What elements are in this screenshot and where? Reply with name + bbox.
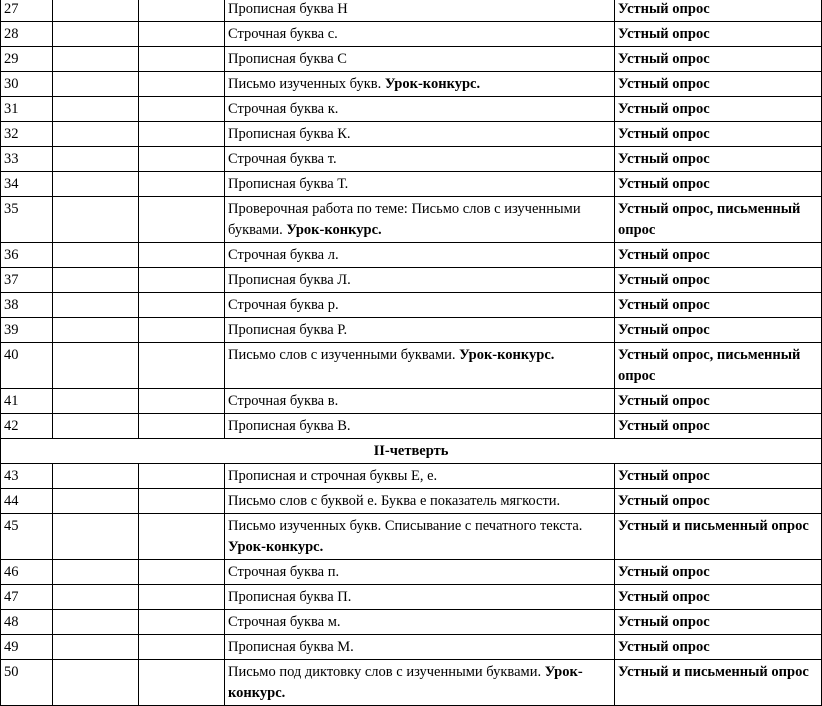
- lesson-topic: [225, 389, 615, 414]
- assessment-form: Устный опрос: [615, 243, 822, 268]
- lesson-topic: [225, 464, 615, 489]
- date-plan-cell: [53, 635, 139, 660]
- lesson-topic: [225, 172, 615, 197]
- date-plan-cell: [53, 464, 139, 489]
- date-fact-cell: [139, 660, 225, 706]
- lesson-number: 37: [1, 268, 53, 293]
- lesson-number: 36: [1, 243, 53, 268]
- assessment-form: Устный опрос: [615, 318, 822, 343]
- date-plan-cell: [53, 660, 139, 706]
- contest-label: Урок-конкурс.: [459, 347, 555, 363]
- assessment-form: Устный опрос: [615, 610, 822, 635]
- lesson-plan-body: [1, 0, 822, 706]
- date-fact-cell: [139, 318, 225, 343]
- assessment-form: Устный опрос: [615, 560, 822, 585]
- assessment-form: Устный опрос: [615, 585, 822, 610]
- lesson-topic: [225, 635, 615, 660]
- topic-text: Строчная буква к.: [228, 101, 339, 117]
- lesson-topic: [225, 560, 615, 585]
- contest-label: Урок-конкурс.: [286, 222, 382, 238]
- lesson-topic: [225, 489, 615, 514]
- date-fact-cell: [139, 243, 225, 268]
- topic-text: Прописная буква Л.: [228, 272, 351, 288]
- date-fact-cell: [139, 147, 225, 172]
- topic-text: Письмо изученных букв. Списывание с печатного текста.: [228, 518, 583, 534]
- assessment-form: Устный опрос, письменный опрос: [615, 197, 822, 243]
- table-row: [1, 585, 822, 610]
- date-fact-cell: [139, 514, 225, 560]
- topic-text: Прописная буква Т.: [228, 176, 349, 192]
- date-plan-cell: [53, 97, 139, 122]
- assessment-form: Устный опрос: [615, 97, 822, 122]
- lesson-number: 28: [1, 22, 53, 47]
- assessment-form: Устный опрос: [615, 47, 822, 72]
- table-row: [1, 343, 822, 389]
- lesson-number: 38: [1, 293, 53, 318]
- table-row: [1, 660, 822, 706]
- lesson-topic: [225, 318, 615, 343]
- date-plan-cell: [53, 0, 139, 22]
- lesson-number: 33: [1, 147, 53, 172]
- date-fact-cell: [139, 293, 225, 318]
- date-plan-cell: [53, 343, 139, 389]
- lesson-number: 42: [1, 414, 53, 439]
- topic-text: Строчная буква п.: [228, 564, 340, 580]
- lesson-number: 39: [1, 318, 53, 343]
- lesson-topic: [225, 414, 615, 439]
- date-fact-cell: [139, 489, 225, 514]
- table-row: [1, 635, 822, 660]
- table-row: [1, 268, 822, 293]
- date-fact-cell: [139, 610, 225, 635]
- lesson-number: 46: [1, 560, 53, 585]
- date-fact-cell: [139, 72, 225, 97]
- date-fact-cell: [139, 389, 225, 414]
- topic-text: Проверочная работа по теме: Письмо слов с изученными буквами.: [228, 201, 581, 238]
- date-fact-cell: [139, 414, 225, 439]
- topic-text: Строчная буква р.: [228, 297, 339, 313]
- table-row: [1, 72, 822, 97]
- date-plan-cell: [53, 610, 139, 635]
- assessment-form: Устный опрос: [615, 464, 822, 489]
- date-fact-cell: [139, 560, 225, 585]
- topic-text: Строчная буква м.: [228, 614, 341, 630]
- table-row: [1, 293, 822, 318]
- topic-text: Прописная буква С: [228, 51, 347, 67]
- table-row: [1, 172, 822, 197]
- assessment-form: Устный и письменный опрос: [615, 514, 822, 560]
- date-fact-cell: [139, 172, 225, 197]
- date-plan-cell: [53, 318, 139, 343]
- lesson-topic: [225, 268, 615, 293]
- topic-text: Строчная буква в.: [228, 393, 339, 409]
- lesson-number: 32: [1, 122, 53, 147]
- table-row: [1, 147, 822, 172]
- assessment-form: Устный опрос: [615, 489, 822, 514]
- lesson-number: 31: [1, 97, 53, 122]
- topic-text: Строчная буква т.: [228, 151, 337, 167]
- table-row: [1, 414, 822, 439]
- date-plan-cell: [53, 414, 139, 439]
- date-plan-cell: [53, 197, 139, 243]
- table-row: [1, 514, 822, 560]
- lesson-topic: [225, 243, 615, 268]
- contest-label: Урок-конкурс.: [228, 539, 324, 555]
- assessment-form: Устный опрос: [615, 172, 822, 197]
- date-fact-cell: [139, 585, 225, 610]
- date-fact-cell: [139, 47, 225, 72]
- lesson-topic: [225, 660, 615, 706]
- topic-text: Прописная и строчная буквы Е, е.: [228, 468, 438, 484]
- topic-text: Письмо изученных букв.: [228, 76, 385, 92]
- lesson-number: 30: [1, 72, 53, 97]
- topic-text: Письмо слов с изученными буквами.: [228, 347, 460, 363]
- lesson-topic: [225, 0, 615, 22]
- assessment-form: Устный опрос: [615, 268, 822, 293]
- date-plan-cell: [53, 122, 139, 147]
- date-plan-cell: [53, 389, 139, 414]
- topic-text: Прописная буква К.: [228, 126, 351, 142]
- contest-label: Урок-конкурс.: [384, 76, 481, 92]
- quarter-heading: II-четверть: [1, 439, 822, 464]
- date-plan-cell: [53, 489, 139, 514]
- date-fact-cell: [139, 197, 225, 243]
- lesson-topic: [225, 97, 615, 122]
- lesson-number: 34: [1, 172, 53, 197]
- lesson-number: 35: [1, 197, 53, 243]
- topic-text: Прописная буква П.: [228, 589, 352, 605]
- topic-text: Строчная буква с.: [228, 26, 338, 42]
- lesson-number: 49: [1, 635, 53, 660]
- lesson-number: 40: [1, 343, 53, 389]
- lesson-topic: [225, 122, 615, 147]
- assessment-form: Устный опрос: [615, 293, 822, 318]
- lesson-number: 41: [1, 389, 53, 414]
- date-plan-cell: [53, 172, 139, 197]
- date-fact-cell: [139, 635, 225, 660]
- date-plan-cell: [53, 243, 139, 268]
- lesson-number: 29: [1, 47, 53, 72]
- date-plan-cell: [53, 147, 139, 172]
- lesson-topic: [225, 514, 615, 560]
- lesson-topic: [225, 343, 615, 389]
- table-row: [1, 464, 822, 489]
- assessment-form: Устный опрос: [615, 0, 822, 22]
- lesson-number: 47: [1, 585, 53, 610]
- topic-text: Прописная буква М.: [228, 639, 354, 655]
- topic-text: Прописная буква Н: [228, 1, 348, 17]
- lesson-number: 43: [1, 464, 53, 489]
- table-row: [1, 243, 822, 268]
- assessment-form: Устный опрос, письменный опрос: [615, 343, 822, 389]
- lesson-topic: [225, 293, 615, 318]
- assessment-form: Устный опрос: [615, 122, 822, 147]
- table-row: [1, 22, 822, 47]
- date-plan-cell: [53, 268, 139, 293]
- lesson-number: 45: [1, 514, 53, 560]
- lesson-number: 50: [1, 660, 53, 706]
- date-fact-cell: [139, 464, 225, 489]
- assessment-form: Устный опрос: [615, 414, 822, 439]
- date-fact-cell: [139, 97, 225, 122]
- contest-label: Урок-конкурс.: [228, 664, 583, 701]
- lesson-topic: [225, 197, 615, 243]
- date-fact-cell: [139, 343, 225, 389]
- table-row: [1, 610, 822, 635]
- quarter-row: [1, 439, 822, 464]
- date-plan-cell: [53, 47, 139, 72]
- lesson-number: 44: [1, 489, 53, 514]
- topic-text: Письмо слов с буквой е. Буква е показатель мягкости.: [228, 493, 561, 509]
- topic-text: Письмо под диктовку слов с изученными буквами.: [228, 664, 545, 680]
- date-plan-cell: [53, 72, 139, 97]
- assessment-form: Устный опрос: [615, 22, 822, 47]
- lesson-topic: [225, 22, 615, 47]
- assessment-form: Устный и письменный опрос: [615, 660, 822, 706]
- lesson-topic: [225, 72, 615, 97]
- date-plan-cell: [53, 585, 139, 610]
- lesson-topic: [225, 147, 615, 172]
- topic-text: Прописная буква В.: [228, 418, 351, 434]
- date-plan-cell: [53, 514, 139, 560]
- table-row: [1, 560, 822, 585]
- date-plan-cell: [53, 560, 139, 585]
- date-fact-cell: [139, 268, 225, 293]
- topic-text: Строчная буква л.: [228, 247, 339, 263]
- date-plan-cell: [53, 293, 139, 318]
- assessment-form: Устный опрос: [615, 389, 822, 414]
- assessment-form: Устный опрос: [615, 635, 822, 660]
- table-row: [1, 0, 822, 22]
- date-plan-cell: [53, 22, 139, 47]
- assessment-form: Устный опрос: [615, 72, 822, 97]
- assessment-form: Устный опрос: [615, 147, 822, 172]
- table-row: [1, 389, 822, 414]
- date-fact-cell: [139, 22, 225, 47]
- table-row: [1, 489, 822, 514]
- lesson-topic: [225, 47, 615, 72]
- date-fact-cell: [139, 0, 225, 22]
- table-row: [1, 122, 822, 147]
- topic-text: Прописная буква Р.: [228, 322, 348, 338]
- table-row: [1, 97, 822, 122]
- table-row: [1, 47, 822, 72]
- lesson-topic: [225, 610, 615, 635]
- date-fact-cell: [139, 122, 225, 147]
- table-row: [1, 197, 822, 243]
- table-row: [1, 318, 822, 343]
- lesson-number: 27: [1, 0, 53, 22]
- lesson-topic: [225, 585, 615, 610]
- lesson-number: 48: [1, 610, 53, 635]
